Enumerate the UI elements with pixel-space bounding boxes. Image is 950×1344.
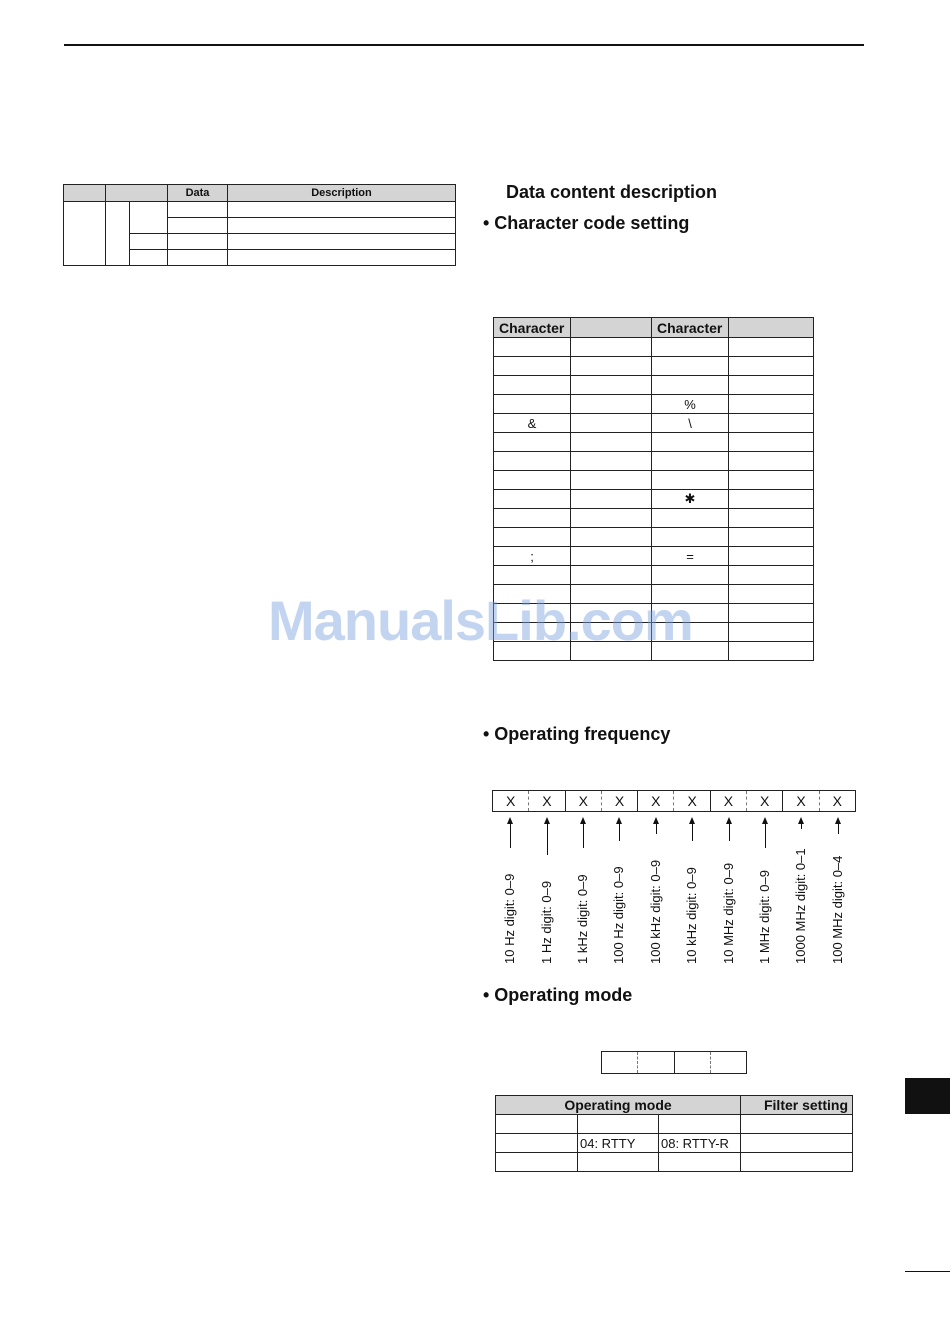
header-blank-2 <box>106 185 168 202</box>
up-arrow-icon <box>619 823 620 841</box>
frequency-digit: X <box>529 791 565 811</box>
character-table-cell: ; <box>494 547 571 566</box>
character-table-cell <box>729 395 814 414</box>
header-character-2: Character <box>652 318 729 338</box>
frequency-digit-label: 10 Hz digit: 0–9 <box>502 873 517 964</box>
character-table-cell <box>729 528 814 547</box>
frequency-digit-label: 1 kHz digit: 0–9 <box>575 874 590 964</box>
character-table-row <box>494 357 814 376</box>
header-operating-mode: Operating mode <box>496 1096 741 1115</box>
up-arrow-icon <box>765 823 766 848</box>
cell <box>130 202 168 234</box>
character-table-cell <box>729 471 814 490</box>
frequency-digit: X <box>783 791 819 811</box>
character-table-cell <box>571 395 652 414</box>
mode-digit <box>675 1052 711 1073</box>
cell <box>228 250 456 266</box>
character-table-cell <box>652 357 729 376</box>
character-table-cell <box>571 357 652 376</box>
character-table-row <box>494 414 814 433</box>
character-table-cell <box>571 433 652 452</box>
header-blank-1 <box>64 185 106 202</box>
character-table-cell <box>494 376 571 395</box>
up-arrow-icon <box>583 823 584 848</box>
character-table-row <box>494 433 814 452</box>
character-table-cell <box>652 338 729 357</box>
character-table-row <box>494 395 814 414</box>
mode-digit <box>602 1052 638 1073</box>
character-table-row <box>494 528 814 547</box>
cell <box>228 218 456 234</box>
cell <box>130 234 168 250</box>
character-table-cell <box>571 414 652 433</box>
mode-table-cell <box>659 1153 741 1172</box>
character-table-cell: \ <box>652 414 729 433</box>
mode-table-row <box>496 1115 853 1134</box>
character-table-cell <box>571 566 652 585</box>
mode-table-cell <box>578 1115 659 1134</box>
operating-mode-table <box>495 1095 853 1172</box>
character-table-cell <box>652 471 729 490</box>
frequency-digit-label: 1 Hz digit: 0–9 <box>539 880 554 964</box>
cell <box>228 202 456 218</box>
mode-table-cell <box>741 1134 853 1153</box>
character-table-cell <box>571 490 652 509</box>
operating-frequency-heading: • Operating frequency <box>483 724 671 744</box>
frequency-digit-box <box>492 790 856 812</box>
data-content-heading: Data content description <box>506 182 718 202</box>
mode-table-cell <box>741 1115 853 1134</box>
character-table-row <box>494 471 814 490</box>
up-arrow-icon <box>692 823 693 841</box>
character-table-cell <box>729 509 814 528</box>
character-table-cell <box>494 395 571 414</box>
character-table-row <box>494 338 814 357</box>
cell <box>168 202 228 218</box>
character-table-cell <box>494 566 571 585</box>
character-table-row <box>494 509 814 528</box>
character-table-cell <box>571 528 652 547</box>
character-table-cell <box>729 547 814 566</box>
up-arrow-icon <box>729 823 730 841</box>
character-table-cell <box>729 414 814 433</box>
mode-table-cell: 08: RTTY-R <box>659 1134 741 1153</box>
mode-table-cell <box>496 1134 578 1153</box>
mode-digit <box>638 1052 674 1073</box>
cell <box>64 202 106 266</box>
frequency-digit-label: 100 MHz digit: 0–4 <box>830 855 845 964</box>
frequency-digit: X <box>711 791 747 811</box>
frequency-digit: X <box>602 791 638 811</box>
character-table-cell <box>494 471 571 490</box>
frequency-digit-label: 1 MHz digit: 0–9 <box>757 870 772 964</box>
mode-digit-box <box>601 1051 747 1074</box>
mode-table-cell <box>659 1115 741 1134</box>
character-table-cell <box>729 623 814 642</box>
character-table-cell: ✱ <box>652 490 729 509</box>
cell <box>130 250 168 266</box>
character-table-cell: = <box>652 547 729 566</box>
character-table-cell <box>652 433 729 452</box>
page-number-rule <box>905 1271 950 1272</box>
header-description: Description <box>228 185 456 202</box>
character-table-row <box>494 547 814 566</box>
character-table-cell <box>652 452 729 471</box>
watermark: ManualsLib.com <box>268 589 693 652</box>
character-table-cell <box>571 547 652 566</box>
character-table-cell <box>571 452 652 471</box>
character-table-cell <box>652 566 729 585</box>
character-table-row <box>494 452 814 471</box>
mode-table-cell: 04: RTTY <box>578 1134 659 1153</box>
character-table-cell <box>729 490 814 509</box>
header-code-2 <box>729 318 814 338</box>
mode-table-cell <box>496 1153 578 1172</box>
character-table-cell <box>729 433 814 452</box>
frequency-digit-label: 100 Hz digit: 0–9 <box>611 866 626 964</box>
character-table-cell <box>652 528 729 547</box>
cell <box>168 234 228 250</box>
header-code-1 <box>571 318 652 338</box>
header-data: Data <box>168 185 228 202</box>
character-code-heading: • Character code setting <box>483 213 690 233</box>
character-table-cell <box>571 471 652 490</box>
mode-table-body <box>496 1115 853 1172</box>
character-table-cell <box>571 338 652 357</box>
frequency-digit-label: 100 kHz digit: 0–9 <box>648 859 663 964</box>
cell <box>228 234 456 250</box>
frequency-digit: X <box>747 791 783 811</box>
character-table-row <box>494 566 814 585</box>
mode-table-cell <box>496 1115 578 1134</box>
mode-digit <box>711 1052 746 1073</box>
up-arrow-icon <box>838 823 839 834</box>
character-table-cell <box>729 452 814 471</box>
frequency-digit: X <box>674 791 710 811</box>
up-arrow-icon <box>510 823 511 848</box>
frequency-digit: X <box>566 791 602 811</box>
character-table-cell <box>494 338 571 357</box>
character-table-cell <box>729 376 814 395</box>
character-table-cell <box>494 452 571 471</box>
header-character-1: Character <box>494 318 571 338</box>
character-table-cell <box>729 585 814 604</box>
up-arrow-icon <box>656 823 657 834</box>
character-table-cell: & <box>494 414 571 433</box>
character-table-cell: % <box>652 395 729 414</box>
header-filter-setting: Filter setting <box>741 1096 853 1115</box>
up-arrow-icon <box>547 823 548 855</box>
frequency-digit: X <box>832 793 842 809</box>
cell <box>168 218 228 234</box>
character-table-cell <box>729 566 814 585</box>
character-table-cell <box>571 376 652 395</box>
mode-table-row <box>496 1153 853 1172</box>
frequency-digit-label: 10 MHz digit: 0–9 <box>721 862 736 964</box>
character-table-row <box>494 376 814 395</box>
cell <box>168 250 228 266</box>
character-table-cell <box>494 433 571 452</box>
character-table-cell <box>729 357 814 376</box>
character-table-cell <box>494 509 571 528</box>
frequency-digit-label: 1000 MHz digit: 0–1 <box>793 848 808 964</box>
section-tab-marker <box>905 1078 950 1114</box>
operating-mode-heading: • Operating mode <box>483 985 633 1005</box>
character-table-cell <box>652 509 729 528</box>
character-table-cell <box>729 338 814 357</box>
frequency-digit: X <box>493 791 529 811</box>
character-table-cell <box>494 490 571 509</box>
frequency-digit-label: 10 kHz digit: 0–9 <box>684 867 699 964</box>
mode-table-cell <box>741 1153 853 1172</box>
character-table-cell <box>729 642 814 661</box>
character-table-cell <box>494 357 571 376</box>
top-rule <box>64 44 864 46</box>
character-table-cell <box>729 604 814 623</box>
command-table <box>63 184 456 266</box>
frequency-digit: X <box>638 791 674 811</box>
character-table-row <box>494 490 814 509</box>
mode-table-row <box>496 1134 853 1153</box>
character-table-cell <box>652 376 729 395</box>
mode-table-cell <box>578 1153 659 1172</box>
up-arrow-icon <box>801 823 802 829</box>
character-table-cell <box>494 528 571 547</box>
cell <box>106 202 130 266</box>
character-table-cell <box>571 509 652 528</box>
